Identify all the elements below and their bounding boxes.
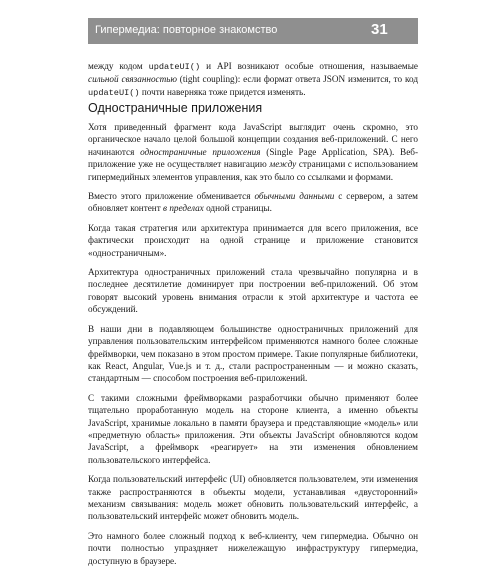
text-run: Хотя приведенный фрагмент кода JavaScript выглядит очень скромно, это органическое начало целой большой концепции создания веб-приложений. С него начинаются: [88, 122, 418, 157]
inline-code: updateUI(): [88, 87, 140, 98]
running-header-title: Гипермедиа: повторное знакомство: [95, 24, 278, 36]
text-run: с сервером, а затем обновляет контент: [88, 191, 418, 214]
text-run: почти наверняка тоже придется изменять.: [139, 86, 306, 97]
text-run: Вместо этого приложение обменивается: [88, 191, 255, 202]
text-run: (Single Page Application, SPA). Веб-приложение уже не осуществляет навигацию: [88, 146, 418, 170]
paragraph-2: [88, 190, 418, 215]
emphasis: в пределах: [163, 203, 204, 214]
text-run: одной страницы.: [203, 203, 272, 214]
text-run: (tight coupling): если формат ответа JSON изменится, то код: [176, 74, 418, 85]
page-number: 31: [371, 21, 388, 38]
paragraph-8: Это намного более сложный подход к веб-клиенту, чем гипермедиа. Обычно он почти полностью упраздняет нижележащую инфраструктуру гипермедиа, доступную в браузере.: [88, 530, 418, 566]
paragraph-1: [88, 121, 418, 183]
inline-code: updateUI(): [148, 62, 201, 72]
emphasis: между: [269, 159, 297, 170]
text-run: и API возникают особые отношения, называемые: [200, 61, 419, 71]
paragraph-5: В наши дни в подавляющем большинстве одностраничных приложений для управления пользовательским интерфейсом применяются намного более сложные фреймворки, чем показано в этом простом примере. Такие популярные библиотеки, как React, Angular, Vue.js и т. д., стали распространенным — и можно сказать, стандартным — способом построения веб-приложений.: [88, 323, 418, 384]
section-heading: Одностраничные приложения: [88, 101, 263, 115]
text-run: страницами с использованием гипермедийных элементов управления, как это было со ссылками и формами.: [88, 159, 418, 182]
paragraph-6: С такими сложными фреймворками разработчики обычно применяют более тщательно проработанную модель на стороне клиента, а именно объекты JavaScript, хранимые локально в памяти браузера и представляющие «модель» или «предметную область» приложения. Эти объекты JavaScript обновляются кодом JavaScript, а фреймворк «реагирует» на эти изменения обновлением пользовательского интерфейса.: [88, 392, 418, 465]
paragraph-4: Архитектура одностраничных приложений стала чрезвычайно популярна и в последнее десятилетие доминирует при построении веб-приложений. Об этом говорят высокий уровень внимания отрасли к этой архитектуре и частота ее обсуждений.: [88, 267, 418, 315]
text-run: между кодом: [88, 61, 149, 71]
emphasis: сильной связанностью: [88, 74, 177, 85]
paragraph-3: Когда такая стратегия или архитектура принимается для всего приложения, все фактически происходит на одной странице и приложение становится «одностраничным».: [88, 222, 418, 258]
emphasis: обычными данными: [254, 191, 335, 202]
paragraph-7: Когда пользовательский интерфейс (UI) обновляется пользователем, эти изменения также распространяются в объекты модели, устанавливая «двусторонний» механизм связывания: модель может обновить пользовательский интерфейс, а пользовательский интерфейс может обновить модель.: [88, 474, 418, 522]
emphasis: одностраничные приложения: [140, 146, 261, 157]
intro-paragraph: [88, 60, 418, 99]
main-text: [88, 96, 418, 574]
